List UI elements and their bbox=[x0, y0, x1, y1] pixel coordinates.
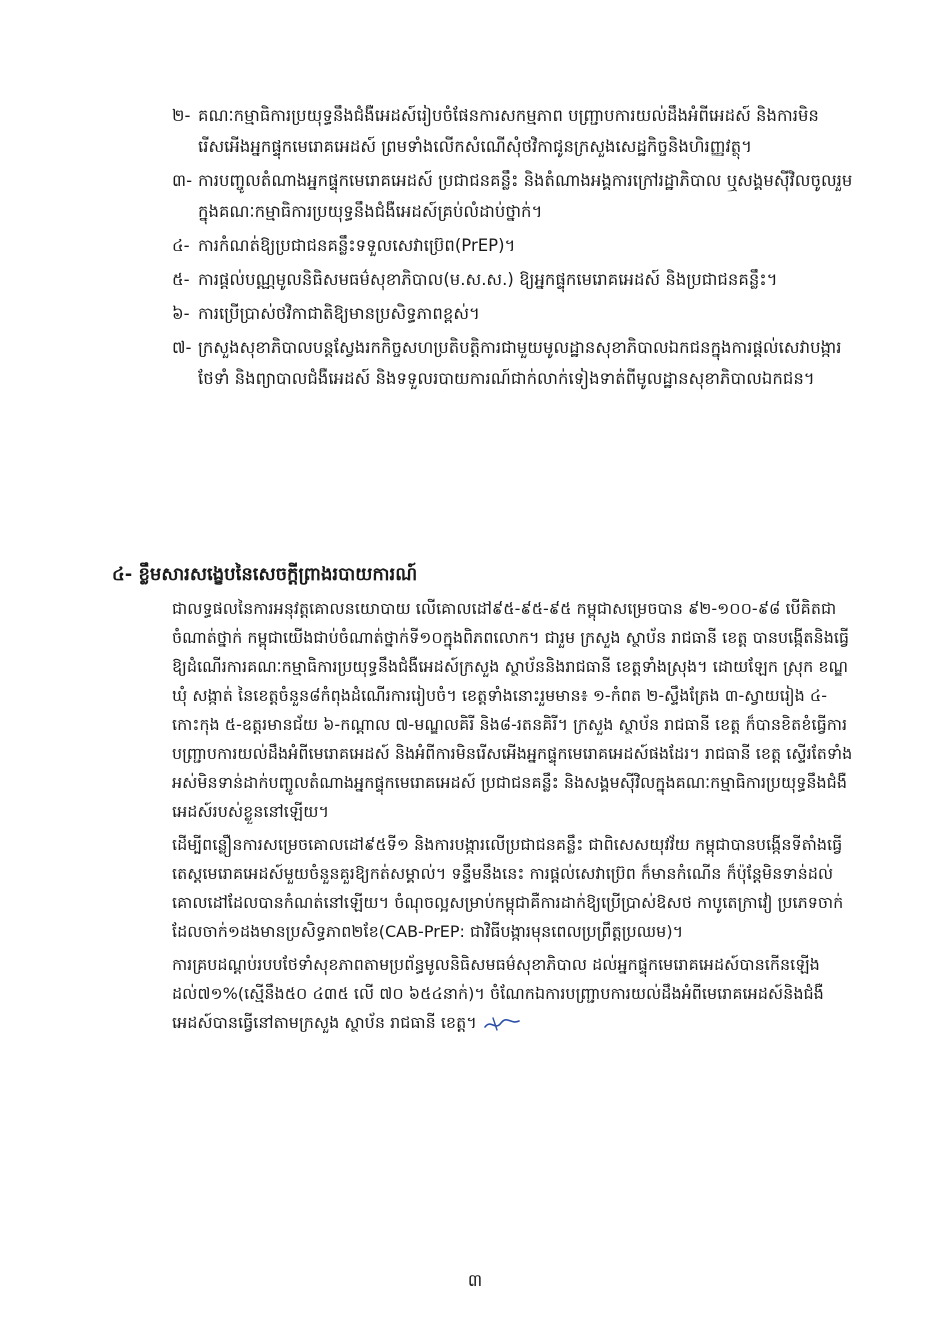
list-item-text: គណៈកម្មាធិការប្រយុទ្ធនឹងជំងឺអេដស៍រៀបចំផែនការសកម្មភាព បញ្ជ្រាបការយល់ដឹងអំពីអេដស៍ និងការមិនរើសអើងអ្នកផ្ទុកមេរោគអេដស៍ ព្រមទាំងលើកសំណើសុំថវិកាជូនក្រសួងសេដ្ឋកិច្ចនិងហិរញ្ញវត្ថុ។ bbox=[198, 106, 819, 156]
list-item bbox=[172, 165, 862, 227]
list-item-text: ការកំណត់ឱ្យប្រជាជនគន្លឹះទទួលសេវាប្រ៊េព(PrEP)។ bbox=[198, 236, 516, 255]
list-item-text: ការប្រើប្រាស់ថវិកាជាតិឱ្យមានប្រសិទ្ធភាពខ្ពស់។ bbox=[198, 304, 480, 323]
list-item-number: ២- bbox=[172, 106, 191, 125]
list-item-text: ការផ្តល់បណ្ណមូលនិធិសមធម៌សុខាភិបាល(ម.ស.ស.) ឱ្យអ្នកផ្ទុកមេរោគអេដស៍ និងប្រជាជនគន្លឹះ។ bbox=[198, 270, 778, 289]
list-item-number: ៣- bbox=[172, 171, 193, 190]
list-item bbox=[172, 264, 862, 295]
list-item-number: ៥- bbox=[172, 270, 190, 289]
list-item bbox=[172, 230, 862, 261]
paragraph bbox=[172, 950, 862, 1037]
paragraph: ដើម្បីពន្លឿនការសម្រេចគោលដៅ៩៥ទី១ និងការបង្ការលើប្រជាជនគន្លឹះ ជាពិសេសយុវវ័យ កម្ពុជាបានបង្កើនទីតាំងធ្វើតេស្តមេរោគអេដស៍មួយចំនួនគួរឱ្យកត់សម្គាល់។ ទន្ទឹមនឹងនេះ ការផ្តល់សេវាប្រ៊េព ក៏មានកំណើន ក៏ប៉ុន្តែមិនទាន់ដល់គោលដៅដែលបានកំណត់នៅឡើយ។ ចំណុចល្អសម្រាប់កម្ពុជាគឺការដាក់ឱ្យប្រើប្រាស់ឱសថ កាបូតេក្រាវៀ ប្រភេទចាក់ ដែលចាក់១ដងមានប្រសិទ្ធភាព២ខែ(CAB-PrEP: ជាវិធីបង្ការមុនពេលប្រព្រឹត្តប្រឈម)។ bbox=[172, 835, 844, 941]
paragraph-text: ការគ្របដណ្តប់របបថែទាំសុខភាពតាមប្រព័ន្ធមូលនិធិសមធម៌សុខាភិបាល ដល់អ្នកផ្ទុកមេរោគអេដស៍បានកើនឡើងដល់៧១%(ស្មើនឹង៥០ ៤៣៥ លើ ៧០ ៦៥៤នាក់)។ ចំណែកឯការបញ្ជ្រាបការយល់ដឹងអំពីមេរោគអេដស៍និងជំងឺអេដស៍បានធ្វើនៅតាមក្រសួង ស្ថាប័ន រាជធានី ខេត្ត។ bbox=[172, 955, 824, 1032]
list-item-text: ការបញ្ចូលតំណាងអ្នកផ្ទុកមេរោគអេដស៍ ប្រជាជនគន្លឹះ និងតំណាងអង្គការក្រៅរដ្ឋាភិបាល ឬសង្គមស៊ីវិលចូលរួមក្នុងគណៈកម្មាធិការប្រយុទ្ធនឹងជំងឺអេដស៍គ្រប់លំដាប់ថ្នាក់។ bbox=[198, 171, 853, 221]
section-body bbox=[172, 594, 862, 1041]
section-heading: ៤- ខ្លឹមសារសង្ខេបនៃសេចក្តីព្រាងរបាយការណ៍ bbox=[112, 564, 418, 585]
list-item bbox=[172, 100, 862, 162]
page-number: ៣ bbox=[467, 1271, 483, 1291]
paragraph: ជាលទ្ធផលនៃការអនុវត្តគោលនយោបាយ លើគោលដៅ៩៥-៩៥-៩៥ កម្ពុជាសម្រេចបាន ៩២-១០០-៩៨ បើគិតជាចំណាត់ថ្នាក់ កម្ពុជាយើងជាប់ចំណាត់ថ្នាក់ទី១០ក្នុងពិភពលោក។ ជារួម ក្រសួង ស្ថាប័ន រាជធានី ខេត្ត បានបង្កើតនិងធ្វើឱ្យដំណើរការគណៈកម្មាធិការប្រយុទ្ធនឹងជំងឺអេដស៍ក្រសួង ស្ថាប័ននិងរាជធានី ខេត្តទាំងស្រុង។ ដោយឡែក ស្រុក ខណ្ឌ ឃុំ សង្កាត់ នៃខេត្តចំនួន៨កំពុងដំណើរការរៀបចំ។ ខេត្តទាំងនោះរួមមាន៖ ១-កំពត ២-ស្ទឹងត្រែង ៣-ស្វាយរៀង ៤-កោះកុង ៥-ឧត្តរមានជ័យ ៦-កណ្តាល ៧-មណ្ឌលគិរី និង៨-រតនគិរី។ ក្រសួង ស្ថាប័ន រាជធានី ខេត្ត ក៏បានខិតខំធ្វើការបញ្ជ្រាបការយល់ដឹងអំពីមេរោគអេដស៍ និងអំពីការមិនរើសអើងអ្នកផ្ទុកមេរោគអេដស៍ផងដែរ។ រាជធានី ខេត្ត ស្ទើរតែទាំងអស់មិនទាន់ដាក់បញ្ចូលតំណាងអ្នកផ្ទុកមេរោគអេដស៍ ប្រជាជនគន្លឹះ និងសង្គមស៊ីវិលក្នុងគណៈកម្មាធិការប្រយុទ្ធនឹងជំងឺអេដស៍របស់ខ្លួននៅឡើយ។ bbox=[172, 599, 853, 821]
initials-signature-icon bbox=[483, 1015, 521, 1033]
list-item-number: ៧- bbox=[172, 338, 192, 357]
list-item bbox=[172, 332, 862, 394]
list-item-number: ៦- bbox=[172, 304, 190, 323]
numbered-list bbox=[172, 100, 862, 397]
list-item-number: ៤- bbox=[172, 236, 190, 255]
list-item-text: ក្រសួងសុខាភិបាលបន្តស្វែងរកកិច្ចសហប្រតិបត្តិការជាមួយមូលដ្ឋានសុខាភិបាលឯកជនក្នុងការផ្តល់សេវាបង្ការ ថែទាំ និងព្យាបាលជំងឺអេដស៍ និងទទួលរបាយការណ៍ជាក់លាក់ទៀងទាត់ពីមូលដ្ឋានសុខាភិបាលឯកជន។ bbox=[198, 338, 842, 388]
list-item bbox=[172, 298, 862, 329]
